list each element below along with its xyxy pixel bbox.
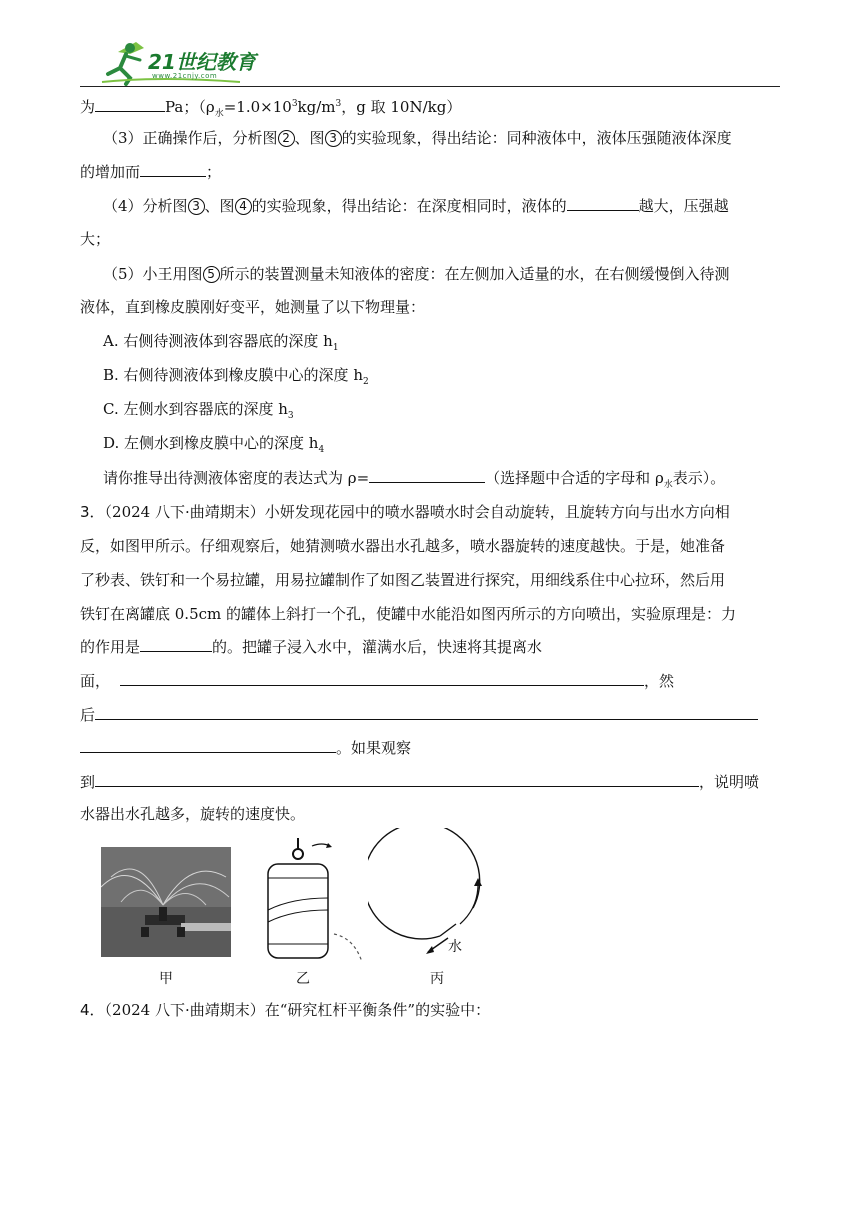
text: ； xyxy=(206,163,222,181)
text: （2024 八下·曲靖期末）小妍发现花园中的喷水器喷水时会自动旋转，且旋转方向与出水方向相 xyxy=(104,503,730,521)
text: 请你推导出待测液体密度的表达式为 ρ= xyxy=(103,469,370,487)
text: 表示）。 xyxy=(672,469,726,487)
subscript: 2 xyxy=(363,377,369,387)
text: （2024 八下·曲靖期末）在“研究杠杆平衡条件”的实验中： xyxy=(104,1001,491,1019)
text: 所示的装置测量未知液体的密度：在左侧加入适量的水，在右侧缓慢倒入待测 xyxy=(219,265,730,283)
text-line: 水器出水孔越多，旋转的速度快。 xyxy=(80,805,306,823)
question-3 xyxy=(80,502,730,522)
text: 、图 xyxy=(294,129,325,147)
caption-bing: 丙 xyxy=(430,971,444,987)
answer-blank[interactable] xyxy=(95,96,165,112)
text-line xyxy=(80,670,674,691)
caption-yi: 乙 xyxy=(296,971,310,987)
text: kg/m xyxy=(297,98,336,116)
text-line xyxy=(80,704,758,725)
text: 后 xyxy=(80,706,96,724)
text-line: 了秒表、铁钉和一个易拉罐，用易拉罐制作了如图乙装置进行探究，用细线系住中心拉环，然后用 xyxy=(80,571,726,589)
subscript: 4 xyxy=(318,445,325,455)
text-line xyxy=(103,128,732,148)
text: （5）小王用图 xyxy=(103,265,203,283)
text: 、图 xyxy=(204,197,235,215)
text-line xyxy=(80,161,221,182)
text: B. 右侧待测液体到橡皮膜中心的深度 h xyxy=(103,366,363,384)
circled-number: 5 xyxy=(203,266,220,283)
text: 。如果观察 xyxy=(336,739,412,757)
text: （3）正确操作后，分析图 xyxy=(103,129,278,147)
text: ，说明喷 xyxy=(699,773,760,791)
subscript: 水 xyxy=(663,480,673,490)
text-line xyxy=(103,195,729,216)
circled-number: 3 xyxy=(325,130,342,147)
option-c xyxy=(103,399,294,426)
text-line: 液体，直到橡皮膜刚好变平，她测量了以下物理量： xyxy=(80,298,426,316)
logo-url: www.21cnjy.com xyxy=(152,72,218,80)
subscript: 1 xyxy=(332,343,339,353)
can-diagram xyxy=(262,838,372,966)
option-a xyxy=(103,331,339,358)
page-header xyxy=(0,0,860,88)
subscript: 水 xyxy=(214,109,224,119)
circled-number: 2 xyxy=(278,130,295,147)
text: 面， xyxy=(80,672,111,690)
question-number: 4． xyxy=(80,1001,105,1019)
text-line xyxy=(80,94,461,124)
text-line: 反，如图甲所示。仔细观察后，她猜测喷水器出水孔越多，喷水器旋转的速度越快。于是，她准备 xyxy=(80,537,726,555)
circled-number: 3 xyxy=(188,198,205,215)
text: 越大，压强越 xyxy=(638,197,729,215)
text: 的作用是 xyxy=(80,638,141,656)
text-line xyxy=(80,737,411,758)
question-number: 3． xyxy=(80,503,105,521)
text: C. 左侧水到容器底的深度 h xyxy=(103,400,288,418)
answer-blank[interactable] xyxy=(140,636,212,652)
superscript: 3 xyxy=(291,99,298,109)
text-line: 大； xyxy=(80,230,111,248)
text: 的。把罐子浸入水中，灌满水后，快速将其提离水 xyxy=(212,638,543,656)
answer-blank[interactable] xyxy=(80,737,336,753)
answer-blank[interactable] xyxy=(95,704,758,720)
text: A. 右侧待测液体到容器底的深度 h xyxy=(103,332,333,350)
option-b xyxy=(103,365,369,392)
superscript: 3 xyxy=(335,99,342,109)
answer-blank[interactable] xyxy=(95,771,699,787)
subscript: 3 xyxy=(287,411,294,421)
text: （选择题中合适的字母和 ρ xyxy=(485,469,664,487)
text: ，然 xyxy=(644,672,675,690)
text-line xyxy=(80,771,759,792)
text: ，g 取 10N/kg） xyxy=(341,98,462,116)
sprinkler-photo xyxy=(101,847,231,957)
answer-blank[interactable] xyxy=(369,467,485,483)
text: 为 xyxy=(80,98,96,116)
answer-blank[interactable] xyxy=(567,195,639,211)
text: D. 左侧水到橡皮膜中心的深度 h xyxy=(103,434,319,452)
question-4 xyxy=(80,1000,490,1020)
text: Pa；（ρ xyxy=(165,98,215,116)
water-label: 水 xyxy=(448,939,462,955)
option-d xyxy=(103,433,324,460)
answer-blank[interactable] xyxy=(140,161,206,177)
answer-blank[interactable] xyxy=(120,670,644,686)
text: 的实验现象，得出结论：同种液体中，液体压强随液体深度 xyxy=(341,129,732,147)
top-view-diagram xyxy=(368,828,498,958)
caption-jia: 甲 xyxy=(159,971,173,987)
text: 的实验现象，得出结论：在深度相同时，液体的 xyxy=(251,197,567,215)
text: 到 xyxy=(80,773,96,791)
text-line xyxy=(103,467,725,495)
header-divider xyxy=(80,86,780,87)
text: （4）分析图 xyxy=(103,197,188,215)
text-line xyxy=(103,264,730,284)
text: =1.0×10 xyxy=(223,98,292,116)
logo-text: 21世纪教育 xyxy=(148,50,256,74)
text: 的增加而 xyxy=(80,163,141,181)
circled-number: 4 xyxy=(235,198,252,215)
text-line: 铁钉在离罐底 0.5cm 的罐体上斜打一个孔，使罐中水能沿如图丙所示的方向喷出，实验原理是：力 xyxy=(80,605,737,623)
text-line xyxy=(80,636,542,657)
